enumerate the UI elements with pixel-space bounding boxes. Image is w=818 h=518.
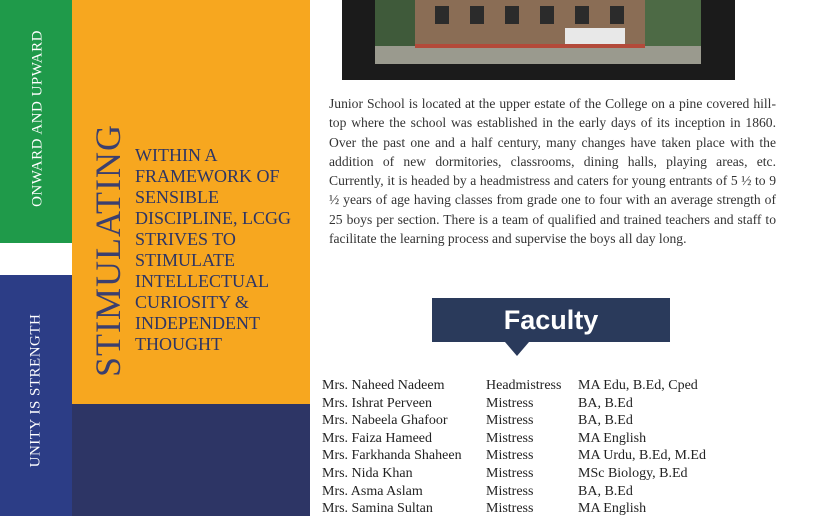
faculty-row (322, 447, 706, 465)
faculty-row (322, 377, 706, 395)
faculty-list (322, 377, 706, 518)
faculty-row (322, 395, 706, 413)
faculty-qualification: MA English (578, 501, 647, 517)
faculty-name: Mrs. Nabeela Ghafoor (322, 413, 448, 429)
faculty-name: Mrs. Farkhanda Shaheen (322, 448, 462, 464)
faculty-row (322, 412, 706, 430)
motto-top-text: ONWARD AND UPWARD (29, 30, 46, 207)
faculty-role: Mistress (486, 501, 534, 517)
faculty-name: Mrs. Samina Sultan (322, 501, 433, 517)
faculty-row (322, 465, 706, 483)
faculty-row (322, 483, 706, 501)
faculty-role: Mistress (486, 483, 534, 499)
faculty-role: Mistress (486, 413, 534, 429)
faculty-name: Mrs. Faiza Hameed (322, 430, 433, 446)
faculty-qualification: BA, B.Ed (578, 483, 633, 499)
faculty-qualification: MA Urdu, B.Ed, M.Ed (578, 448, 706, 464)
building-illustration (375, 0, 701, 64)
panel-keyword: STIMULATING (88, 124, 128, 377)
faculty-role: Mistress (486, 395, 534, 411)
faculty-qualification: MSc Biology, B.Ed (578, 465, 688, 481)
faculty-qualification: MA Edu, B.Ed, Cped (578, 378, 698, 393)
bar-divider (0, 243, 72, 275)
faculty-name: Mrs. Naheed Nadeem (322, 378, 445, 393)
school-building-photo (375, 0, 701, 64)
junior-school-description: Junior School is located at the upper estate of the College on a pine covered hill-top where the school was established in the early days of its inception in 1860. Over the past one and a half century, many changes have taken place with the addition of new dormitories, classrooms, dining halls, playing areas, etc. Currently, it is headed by a headmistress and caters for young entrants of 5 ½ to 9 ½ years of age having classes from grade one to four with an average strength of 25 boys per section. There is a team of qualified and trained teachers and staff to facilitate the learning process and supervise the boys all day long. (329, 96, 776, 247)
faculty-name: Mrs. Ishrat Perveen (322, 395, 433, 411)
faculty-role: Mistress (486, 430, 534, 446)
faculty-qualification: MA English (578, 430, 647, 446)
panel-quote: WITHIN A FRAMEWORK OF SENSIBLE DISCIPLINE, LCGG STRIVES TO STIMULATE INTELLECTUAL CURIOSITY & INDEPENDENT THOUGHT (135, 145, 291, 354)
footer-panel (72, 404, 310, 516)
faculty-role: Headmistress (486, 378, 562, 393)
faculty-qualification: BA, B.Ed (578, 395, 633, 411)
motto-bottom-text: UNITY IS STRENGTH (27, 313, 44, 468)
faculty-name: Mrs. Asma Aslam (322, 483, 423, 499)
faculty-row (322, 500, 706, 518)
faculty-name: Mrs. Nida Khan (322, 465, 413, 481)
faculty-heading: Faculty (503, 305, 599, 335)
faculty-qualification: BA, B.Ed (578, 413, 633, 429)
faculty-row (322, 430, 706, 448)
faculty-banner-pointer (505, 342, 529, 356)
faculty-role: Mistress (486, 465, 534, 481)
faculty-role: Mistress (486, 448, 534, 464)
